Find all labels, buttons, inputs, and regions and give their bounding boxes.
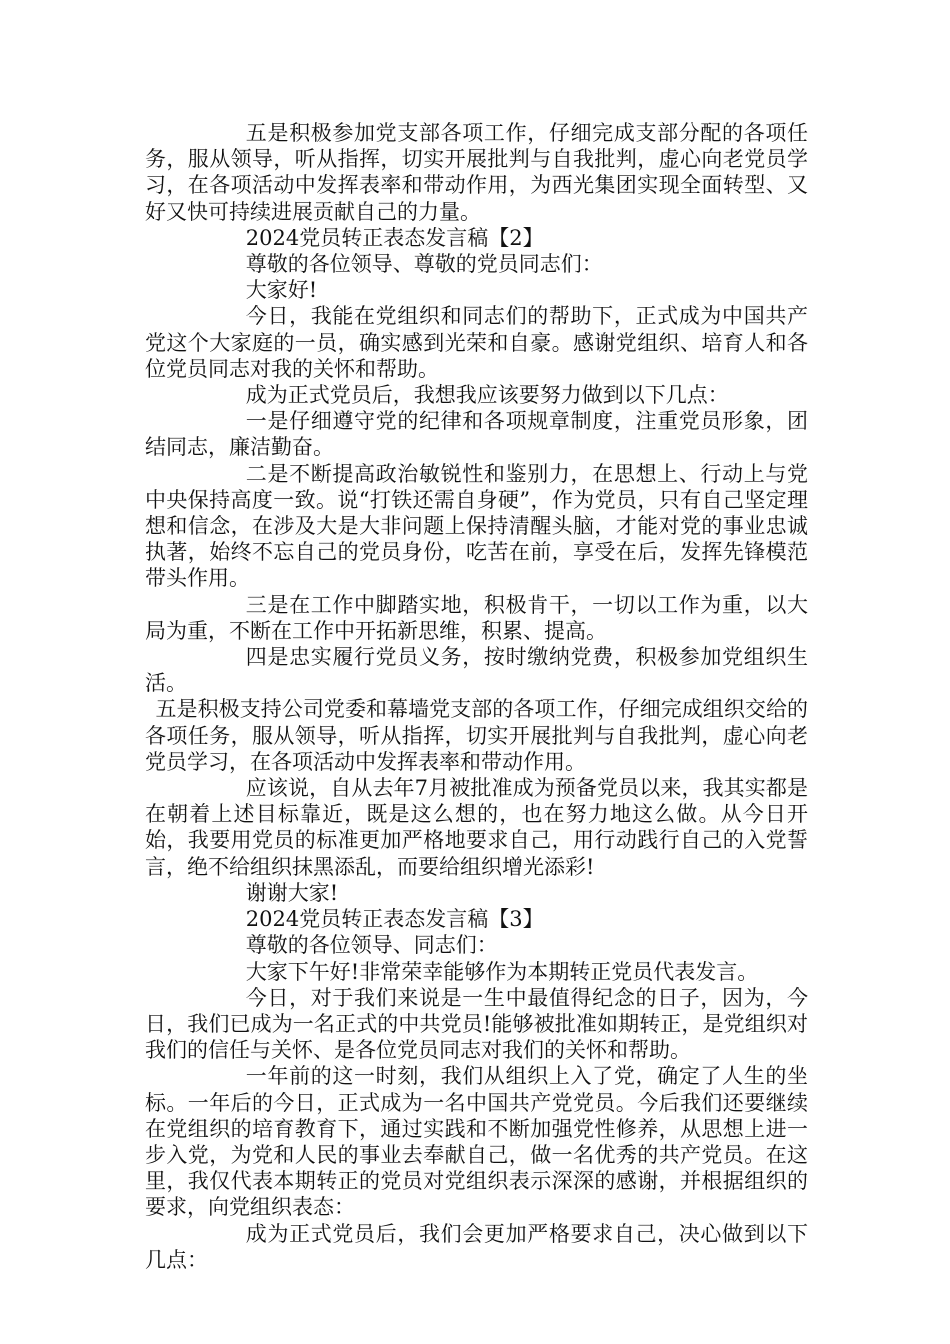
paragraph: 一是仔细遵守党的纪律和各项规章制度，注重党员形象，团结同志，廉洁勤奋。: [145, 409, 808, 460]
paragraph: 五是积极参加党支部各项工作，仔细完成支部分配的各项任务，服从领导，听从指挥，切实开展批判与自我批判，虚心向老党员学习，在各项活动中发挥表率和带动作用，为西光集团实现全面转型、又好又快可持续进展贡献自己的力量。: [145, 121, 808, 224]
paragraph: 五是积极支持公司党委和幕墙党支部的各项工作，仔细完成组织交给的各项任务，服从领导，听从指挥，切实开展批判与自我批判，虚心向老党员学习，在各项活动中发挥表率和带动作用。: [145, 697, 808, 774]
greeting: 大家下午好!非常荣幸能够作为本期转正党员代表发言。: [245, 959, 759, 984]
paragraph: 四是忠实履行党员义务，按时缴纳党费，积极参加党组织生活。: [145, 645, 808, 696]
section-heading: 2024党员转正表态发言稿【2】: [245, 225, 544, 250]
paragraph: 今日，我能在党组织和同志们的帮助下，正式成为中国共产党这个大家庭的一员，确实感到光荣和自豪。感谢党组织、培育人和各位党员同志对我的关怀和帮助。: [145, 304, 808, 381]
paragraph: 应该说，自从去年7月被批准成为预备党员以来，我其实都是在朝着上述目标靠近，既是这么想的，也在努力地这么做。从今日开始，我要用党员的标准更加严格地要求自己，用行动践行自己的入党誓言，绝不给组织抹黑添乱，而要给组织增光添彩!: [145, 776, 808, 879]
paragraph: 今日，对于我们来说是一生中最值得纪念的日子，因为，今日，我们已成为一名正式的中共党员!能够被批准如期转正，是党组织对我们的信任与关怀、是各位党员同志对我们的关怀和帮助。: [145, 985, 808, 1063]
paragraph: 三是在工作中脚踏实地，积极肯干，一切以工作为重，以大局为重，不断在工作中开拓新思维，积累、提高。: [145, 592, 808, 643]
paragraph: 成为正式党员后，我们会更加严格要求自己，决心做到以下几点：: [145, 1221, 808, 1272]
document-body: [145, 120, 808, 1273]
paragraph: 一年前的这一时刻，我们从组织上入了党，确定了人生的坐标。一年后的今日，正式成为一名中国共产党党员。今后我们还要继续在党组织的培育教育下，通过实践和不断加强党性修养，从思想上进一步入党，为党和人民的事业去奉献自己，做一名优秀的共产党员。在这里，我仅代表本期转正的党员对党组织表示深深的感谢，并根据组织的要求，向党组织表态：: [145, 1064, 808, 1220]
section-heading: 2024党员转正表态发言稿【3】: [245, 907, 544, 932]
salutation: 尊敬的各位领导、同志们：: [245, 933, 498, 958]
greeting: 大家好!: [245, 278, 318, 303]
paragraph: 二是不断提高政治敏锐性和鉴别力，在思想上、行动上与党中央保持高度一致。说“打铁还需自身硬”，作为党员，只有自己坚定理想和信念，在涉及大是大非问题上保持清醒头脑，才能对党的事业忠诚执著，始终不忘自己的党员身份，吃苦在前，享受在后，发挥先锋模范带头作用。: [145, 461, 808, 591]
closing: 谢谢大家!: [245, 880, 339, 905]
paragraph: 成为正式党员后，我想我应该要努力做到以下几点：: [245, 383, 729, 408]
salutation: 尊敬的各位领导、尊敬的党员同志们：: [245, 252, 603, 277]
